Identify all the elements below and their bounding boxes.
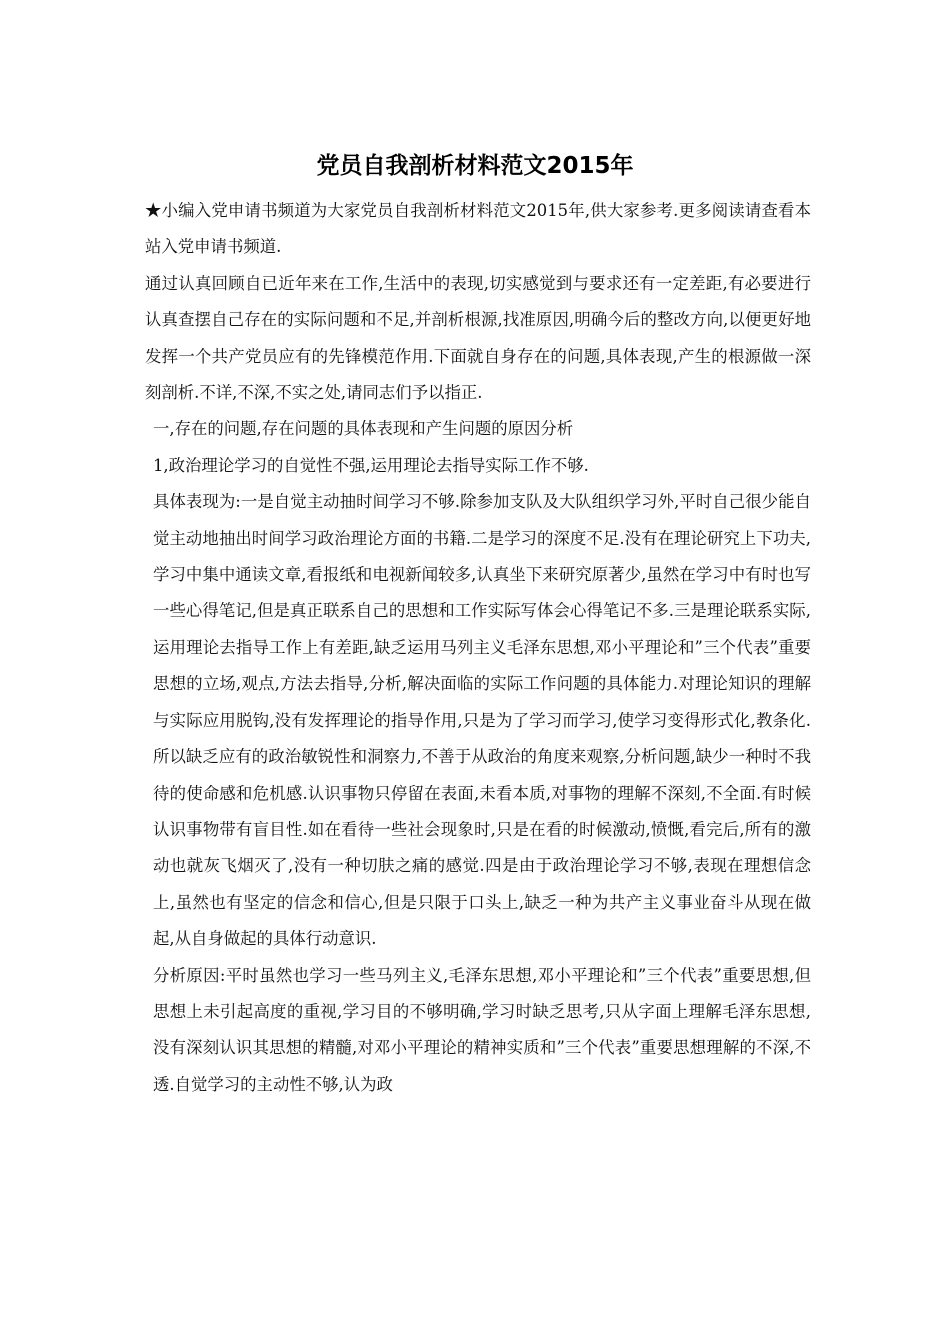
causes-paragraph: 分析原因:平时虽然也学习一些马列主义,毛泽东思想,邓小平理论和”三个代表”重要思想,但思想上未引起高度的重视,学习目的不够明确,学习时缺乏思考,只从字面上理解毛泽东思想,没有深刻认识其思想的精髓,对邓小平理论的精神实质和”三个代表”重要思想理解的不深,不透.自觉学习的主动性不够,认为政 — [153, 965, 811, 1094]
intro-paragraph: ★小编入党申请书频道为大家党员自我剖析材料范文2015年,供大家参考.更多阅读请查看本站入党申请书频道. — [145, 201, 811, 257]
symptoms-paragraph: 具体表现为:一是自觉主动抽时间学习不够.除参加支队及大队组织学习外,平时自己很少能自觉主动地抽出时间学习政治理论方面的书籍.二是学习的深度不足.没有在理论研究上下功夫,学习中集中通读文章,看报纸和电视新闻较多,认真坐下来研究原著少,虽然在学习中有时也写一些心得笔记,但是真正联系自己的思想和工作实际写体会心得笔记不多.三是理论联系实际,运用理论去指导工作上有差距,缺乏运用马列主义毛泽东思想,邓小平理论和”三个代表”重要思想的立场,观点,方法去指导,分析,解决面临的实际工作问题的具体能力.对理论知识的理解与实际应用脱钩,没有发挥理论的指导作用,只是为了学习而学习,使学习变得形式化,教条化.所以缺乏应有的政治敏锐性和洞察力,不善于从政治的角度来观察,分析问题,缺少一种时不我待的使命感和危机感.认识事物只停留在表面,未看本质,对事物的理解不深刻,不全面.有时候认识事物带有盲目性.如在看待一些社会现象时,只是在看的时候激动,愤慨,看完后,所有的激动也就灰飞烟灭了,没有一种切肤之痛的感觉.四是由于政治理论学习不够,表现在理想信念上,虽然也有坚定的信念和信心,但是只限于口头上,缺乏一种为共产主义事业奋斗从现在做起,从自身做起的具体行动意识. — [153, 492, 811, 949]
subsection-heading: 1,政治理论学习的自觉性不强,运用理论去指导实际工作不够. — [153, 455, 589, 475]
document-body — [145, 193, 811, 1103]
preface-paragraph: 通过认真回顾自已近年来在工作,生活中的表现,切实感觉到与要求还有一定差距,有必要进行认真查摆自己存在的实际问题和不足,并剖析根源,找准原因,明确今后的整改方向,以便更好地发挥一个共产党员应有的先锋模范作用.下面就自身存在的问题,具体表现,产生的根源做一深刻剖析.不详,不深,不实之处,请同志们予以指正. — [145, 273, 811, 403]
document-title: 党员自我剖析材料范文2015年 — [316, 153, 634, 179]
section-heading: 一,存在的问题,存在问题的具体表现和产生问题的原因分析 — [153, 419, 574, 439]
